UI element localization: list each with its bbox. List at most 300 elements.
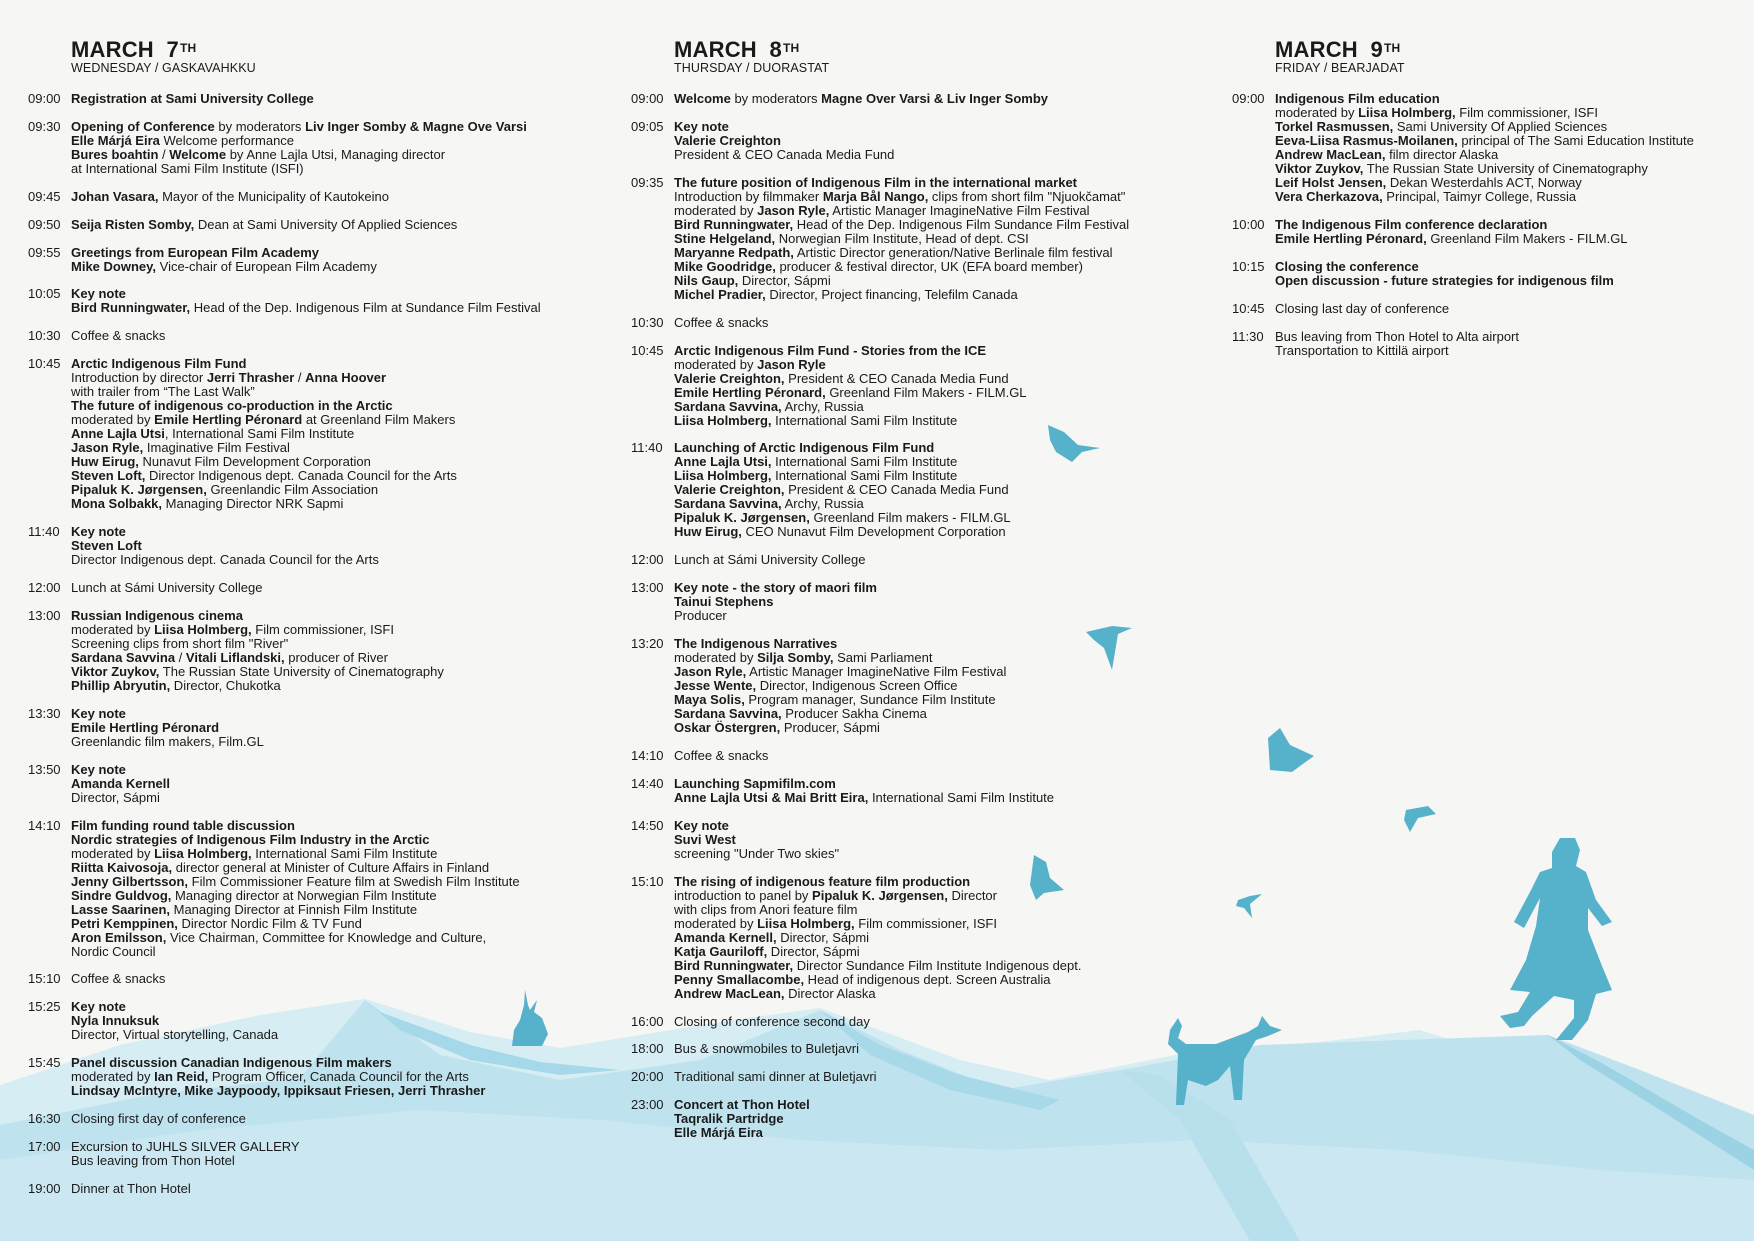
schedule-time: 13:20 [631, 636, 664, 652]
schedule-line [71, 1056, 588, 1070]
text: Dinner at Thon Hotel [71, 1180, 191, 1196]
schedule-line [71, 399, 588, 413]
schedule-line [71, 1154, 588, 1168]
bold-text: Closing the conference [1275, 258, 1419, 274]
schedule-details [674, 92, 1191, 106]
text: Lunch at Sámi University College [71, 580, 263, 596]
text: with trailer from “The Last Walk” [71, 384, 255, 400]
schedule-line [71, 889, 588, 903]
day-month: MARCH [71, 37, 154, 62]
schedule-line [1275, 190, 1752, 204]
schedule-item [28, 972, 588, 986]
bold-text: The future position of Indigenous Film in the international market [674, 174, 1078, 190]
text: Nordic Council [71, 943, 156, 959]
schedule-line [71, 1028, 588, 1042]
text: President & CEO Canada Media Fund [784, 482, 1009, 498]
schedule-details [71, 1112, 588, 1126]
bold-text: Jason Ryle [757, 356, 826, 372]
bold-text: Huw Eirug, [674, 524, 742, 540]
bold-text: The future of indigenous co-production in the Arctic [71, 398, 393, 414]
day-number: 9 [1370, 37, 1383, 62]
text: International Sami Film Institute [868, 789, 1055, 805]
bold-text: Liisa Holmberg, [154, 845, 252, 861]
text: Artistic Manager ImagineNative Film Festival [829, 202, 1090, 218]
bold-text: Katja Gauriloff, [674, 943, 768, 959]
schedule-line [674, 1042, 1191, 1056]
person-icon [1500, 838, 1612, 1040]
schedule-line [674, 455, 1191, 469]
schedule-item [28, 1112, 588, 1126]
bold-text: Pipaluk K. Jørgensen, [71, 482, 207, 498]
schedule-details [1275, 92, 1752, 204]
bold-text: Maryanne Redpath, [674, 244, 794, 260]
schedule-item [631, 553, 1191, 567]
schedule-time: 10:45 [28, 356, 61, 372]
schedule-line [674, 973, 1191, 987]
schedule-line [71, 833, 588, 847]
schedule-line [71, 120, 588, 134]
schedule-line [71, 246, 588, 260]
text: by Anne Lajla Utsi, Managing director [226, 146, 446, 162]
bold-text: Key note [71, 705, 126, 721]
text: screening "Under Two skies" [674, 845, 840, 861]
text: Director Sundance Film Institute Indigenous dept. [793, 957, 1082, 973]
bold-text: Michel Pradier, [674, 286, 766, 302]
bold-text: Valerie Creighton [674, 132, 781, 148]
text: Director Indigenous dept. Canada Council for the Arts [71, 552, 379, 568]
schedule-line [71, 945, 588, 959]
schedule-line [674, 246, 1191, 260]
text: Coffee & snacks [71, 328, 166, 344]
schedule-item [631, 581, 1191, 623]
schedule-line [71, 917, 588, 931]
schedule-time: 23:00 [631, 1097, 664, 1113]
schedule-time: 10:15 [1232, 258, 1265, 274]
text: Coffee & snacks [71, 971, 166, 987]
bold-text: Valerie Creighton, [674, 370, 785, 386]
bold-text: Launching Sapmifilm.com [674, 775, 836, 791]
schedule-line [71, 763, 588, 777]
bold-text: Tainui Stephens [674, 594, 774, 610]
schedule-line [71, 162, 588, 176]
text: International Sami Film Institute [771, 454, 958, 470]
day-title [71, 38, 588, 62]
schedule-line [71, 329, 588, 343]
bold-text: Petri Kemppinen, [71, 915, 178, 931]
text: clips from short film "Njuokčamat" [928, 188, 1126, 204]
bold-text: Jerri Thrasher [206, 370, 295, 386]
schedule-details [674, 316, 1191, 330]
schedule-line [71, 931, 588, 945]
bold-text: Seija Risten Somby, [71, 216, 195, 232]
text: International Sami Film Institute [251, 845, 438, 861]
bold-text: Nils Gaup, [674, 272, 739, 288]
text: by moderators [730, 91, 822, 106]
bold-text: Riitta Kaivosoja, [71, 859, 173, 875]
schedule-time: 15:10 [28, 971, 61, 987]
schedule-line [71, 721, 588, 735]
text: Greenland Film makers - FILM.GL [809, 510, 1011, 526]
schedule-details [674, 553, 1191, 567]
schedule-line [674, 372, 1191, 386]
schedule-details [71, 1056, 588, 1098]
schedule-details [674, 637, 1191, 735]
bold-text: Lindsay McIntyre, Mike Jaypoody, Ippiksaut Friesen, Jerri Thrasher [71, 1083, 486, 1099]
day-column-march-8 [631, 38, 1191, 1154]
schedule-line [71, 441, 588, 455]
bold-text: The Indigenous Narratives [674, 636, 838, 652]
text: Managing Director NRK Sapmi [162, 496, 344, 512]
text: producer of River [284, 649, 388, 665]
schedule-line [674, 777, 1191, 791]
bold-text: Penny Smallacombe, [674, 971, 805, 987]
schedule-line [674, 1015, 1191, 1029]
text: director general at Minister of Culture Affairs in Finland [172, 859, 490, 875]
schedule-line [674, 889, 1191, 903]
bold-text: Registration at Sami University College [71, 91, 314, 106]
schedule-item [631, 637, 1191, 735]
bold-text: Nordic strategies of Indigenous Film Industry in the Arctic [71, 831, 430, 847]
text: Coffee & snacks [674, 748, 769, 764]
bold-text: Film funding round table discussion [71, 817, 295, 833]
schedule-line [71, 1112, 588, 1126]
schedule-line [674, 511, 1191, 525]
text: Managing Director at Finnish Film Institute [170, 901, 418, 917]
bold-text: Steven Loft, [71, 468, 146, 484]
text: Traditional sami dinner at Buletjavri [674, 1069, 877, 1085]
schedule-time: 09:00 [1232, 91, 1265, 106]
schedule-line [1275, 274, 1752, 288]
schedule-details [71, 329, 588, 343]
bold-text: Key note [71, 999, 126, 1015]
bold-text: Liisa Holmberg, [154, 621, 252, 637]
bold-text: Panel discussion Canadian Indigenous Film makers [71, 1055, 392, 1071]
text: moderated by [674, 356, 758, 372]
schedule-line [674, 581, 1191, 595]
text: / [158, 146, 170, 162]
schedule-line [1275, 120, 1752, 134]
schedule-time: 09:45 [28, 188, 61, 204]
bold-text: Jesse Wente, [674, 678, 757, 694]
day-number: 8 [769, 37, 782, 62]
text: moderated by [71, 412, 155, 428]
text: Introduction by filmmaker [674, 188, 823, 204]
schedule-item [28, 525, 588, 567]
schedule-line [71, 427, 588, 441]
schedule-line [71, 455, 588, 469]
schedule-line [674, 190, 1191, 204]
text: Mayor of the Municipality of Kautokeino [158, 188, 389, 204]
schedule-line [674, 875, 1191, 889]
schedule-line [674, 204, 1191, 218]
text: producer & festival director, UK (EFA board member) [775, 258, 1083, 274]
text: Program Officer, Canada Council for the Arts [208, 1069, 469, 1085]
schedule-time: 09:00 [631, 91, 664, 106]
schedule-details [71, 819, 588, 959]
text: Director, Virtual storytelling, Canada [71, 1027, 279, 1043]
schedule-line [71, 371, 588, 385]
schedule-time: 11:30 [1232, 328, 1264, 344]
text: Archy, Russia [781, 398, 864, 414]
bold-text: Silja Somby, [757, 650, 834, 666]
text: Director Indigenous dept. Canada Council for the Arts [145, 468, 457, 484]
bold-text: Nyla Innuksuk [71, 1013, 160, 1029]
schedule-item [631, 441, 1191, 539]
schedule-line [71, 301, 588, 315]
bold-text: Mike Downey, [71, 258, 157, 274]
text: Imaginative Film Festival [143, 440, 290, 456]
schedule-item [631, 749, 1191, 763]
day-title [674, 38, 1191, 62]
text: moderated by [674, 915, 758, 931]
bold-text: Torkel Rasmussen, [1275, 119, 1394, 134]
bird-icon [1236, 894, 1262, 918]
text: Artistic Manager ImagineNative Film Festival [746, 664, 1007, 680]
schedule-item [28, 1056, 588, 1098]
schedule-item [28, 218, 588, 232]
bold-text: Greetings from European Film Academy [71, 244, 320, 260]
schedule-line [674, 92, 1191, 106]
bold-text: Huw Eirug, [71, 454, 139, 470]
bold-text: Emile Hertling Péronard, [1275, 230, 1427, 246]
schedule-item [28, 287, 588, 315]
schedule-details [71, 525, 588, 567]
schedule-item [631, 176, 1191, 302]
bold-text: Key note [71, 286, 126, 302]
schedule-line [674, 903, 1191, 917]
text: Film commissioner, ISFI [1455, 105, 1598, 120]
schedule-line [71, 287, 588, 301]
schedule-line [71, 791, 588, 805]
bold-text: Liisa Holmberg, [674, 412, 772, 428]
schedule-line [674, 707, 1191, 721]
text: International Sami Film Institute [771, 468, 958, 484]
text: Bus leaving from Thon Hotel to Alta airport [1275, 328, 1519, 344]
schedule-line [674, 274, 1191, 288]
bold-text: Arctic Indigenous Film Fund [71, 356, 247, 372]
bold-text: The rising of indigenous feature film production [674, 873, 971, 889]
day-month: MARCH [1275, 37, 1358, 62]
schedule-time: 13:30 [28, 705, 61, 721]
schedule-line [674, 931, 1191, 945]
bold-text: Eeva-Liisa Rasmus-Moilanen, [1275, 133, 1458, 148]
schedule-line [674, 288, 1191, 302]
text: with clips from Anori feature film [674, 901, 858, 917]
schedule-line [71, 357, 588, 371]
text: Director Alaska [784, 985, 876, 1001]
schedule-line [674, 665, 1191, 679]
text: Director, Sápmi [767, 943, 860, 959]
schedule-line [71, 581, 588, 595]
schedule-line [1275, 302, 1752, 316]
schedule-details [674, 441, 1191, 539]
schedule-details [674, 344, 1191, 428]
schedule-details [71, 763, 588, 805]
text: Dean at Sami University Of Applied Sciences [194, 216, 458, 232]
bold-text: Aron Emilsson, [71, 929, 167, 945]
schedule-line [71, 1014, 588, 1028]
bold-text: Bird Runningwater, [674, 957, 794, 973]
text: Managing director at Norwegian Film Institute [171, 887, 437, 903]
bold-text: Liisa Holmberg, [757, 915, 855, 931]
schedule-time: 15:25 [28, 999, 61, 1015]
schedule-line [674, 819, 1191, 833]
text: International Sami Film Institute [771, 412, 958, 428]
schedule-item [28, 329, 588, 343]
schedule-item [28, 1000, 588, 1042]
schedule-item [28, 1182, 588, 1196]
schedule-details [71, 190, 588, 204]
schedule-details [71, 218, 588, 232]
schedule-line [71, 847, 588, 861]
bold-text: Key note [71, 761, 126, 777]
schedule-line [674, 609, 1191, 623]
schedule-time: 19:00 [28, 1180, 61, 1196]
schedule-time: 14:10 [631, 748, 664, 764]
schedule-time: 09:30 [28, 118, 61, 134]
bold-text: Bures boahtin [71, 146, 159, 162]
bold-text: Welcome [674, 91, 731, 106]
schedule-item [1232, 330, 1752, 358]
schedule-line [71, 665, 588, 679]
text: Director, Sápmi [71, 789, 160, 805]
schedule-details [71, 120, 588, 176]
bold-text: Bird Runningwater, [71, 300, 191, 316]
schedule-line [71, 1084, 588, 1098]
text: Head of indigenous dept. Screen Australia [804, 971, 1051, 987]
bold-text: Oskar Östergren, [674, 720, 781, 736]
schedule-line [674, 693, 1191, 707]
day-number: 7 [166, 37, 179, 62]
bold-text: Phillip Abryutin, [71, 677, 171, 693]
schedule-item [28, 120, 588, 176]
text: moderated by [71, 845, 155, 861]
schedule-line [674, 525, 1191, 539]
schedule-time: 11:40 [631, 440, 663, 456]
schedule-line [674, 959, 1191, 973]
bold-text: Arctic Indigenous Film Fund - Stories from the ICE [674, 342, 987, 358]
day-subtitle: FRIDAY / BEARJADAT [1275, 61, 1405, 75]
text: Director Nordic Film & TV Fund [177, 915, 362, 931]
schedule-item [28, 707, 588, 749]
schedule-line [71, 623, 588, 637]
bold-text: Open discussion - future strategies for indigenous film [1275, 272, 1614, 288]
schedule-time: 12:00 [631, 552, 664, 568]
bold-text: Jason Ryle, [71, 440, 144, 456]
text: / [175, 649, 186, 665]
schedule-line [71, 413, 588, 427]
schedule-item [631, 1042, 1191, 1056]
schedule-time: 18:00 [631, 1041, 664, 1057]
schedule-item [631, 1015, 1191, 1029]
schedule-line [71, 735, 588, 749]
text: Welcome performance [159, 132, 295, 148]
schedule-details [71, 707, 588, 749]
text: Director [947, 887, 997, 903]
schedule-time: 09:50 [28, 216, 61, 232]
schedule-line [674, 358, 1191, 372]
schedule-line [674, 721, 1191, 735]
schedule-item [28, 1140, 588, 1168]
bold-text: Launching of Arctic Indigenous Film Fund [674, 440, 935, 456]
schedule-item [28, 609, 588, 693]
schedule-line [71, 707, 588, 721]
bold-text: Welcome [169, 146, 227, 162]
text: Transportation to Kittilä airport [1275, 342, 1449, 358]
schedule-line [674, 833, 1191, 847]
schedule-line [674, 749, 1191, 763]
bold-text: Indigenous Film education [1275, 91, 1440, 106]
bold-text: Key note [674, 817, 729, 833]
schedule-line [674, 1098, 1191, 1112]
text: Nunavut Film Development Corporation [138, 454, 371, 470]
bold-text: Key note - the story of maori film [674, 580, 877, 596]
schedule-time: 14:40 [631, 775, 664, 791]
text: Lunch at Sámi University College [674, 552, 866, 568]
schedule-time: 10:30 [28, 328, 61, 344]
schedule-line [71, 1070, 588, 1084]
schedule-details [1275, 302, 1752, 316]
schedule-line [674, 1070, 1191, 1084]
schedule-time: 14:50 [631, 817, 664, 833]
bold-text: Emile Hertling Péronard, [674, 384, 826, 400]
bold-text: Amanda Kernell [71, 775, 170, 791]
schedule-item [631, 1070, 1191, 1084]
bold-text: Vitali Liflandski, [185, 649, 285, 665]
schedule-details [1275, 218, 1752, 246]
schedule-line [674, 441, 1191, 455]
schedule-line [674, 483, 1191, 497]
text: Film commissioner, ISFI [251, 621, 394, 637]
schedule-item [28, 246, 588, 274]
bold-text: Jason Ryle, [757, 202, 830, 218]
schedule-line [674, 134, 1191, 148]
bold-text: Vera Cherkazova, [1275, 189, 1383, 204]
schedule-details [71, 92, 588, 106]
schedule-line [71, 483, 588, 497]
schedule-line [674, 553, 1191, 567]
schedule-line [71, 148, 588, 162]
schedule-time: 15:45 [28, 1055, 61, 1071]
bold-text: Andrew MacLean, [674, 985, 785, 1001]
schedule-line [674, 414, 1191, 428]
schedule-time: 09:05 [631, 118, 664, 134]
schedule-details [1275, 260, 1752, 288]
text: Program manager, Sundance Film Institute [744, 692, 996, 708]
schedule-line [1275, 176, 1752, 190]
text: Bus & snowmobiles to Buletjavri [674, 1041, 859, 1057]
schedule-line [71, 385, 588, 399]
text: Head of the Dep. Indigenous Film Sundance Film Festival [793, 216, 1130, 232]
schedule-details [674, 581, 1191, 623]
schedule-item [28, 357, 588, 511]
text: Introduction by director [71, 370, 207, 386]
schedule-line [674, 316, 1191, 330]
schedule-line [1275, 344, 1752, 358]
schedule-line [71, 497, 588, 511]
text: Director, Project financing, Telefilm Canada [765, 286, 1018, 302]
schedule-line [71, 972, 588, 986]
schedule-time: 10:05 [28, 286, 61, 302]
schedule-details [71, 1182, 588, 1196]
day-subtitle: WEDNESDAY / GASKAVAHKKU [71, 61, 256, 75]
schedule-details [674, 1015, 1191, 1029]
schedule-line [71, 553, 588, 567]
bold-text: Viktor Zuykov, [1275, 161, 1364, 176]
bold-text: Emile Hertling Péronard [154, 412, 303, 428]
schedule-item [1232, 218, 1752, 246]
schedule-item [631, 344, 1191, 428]
